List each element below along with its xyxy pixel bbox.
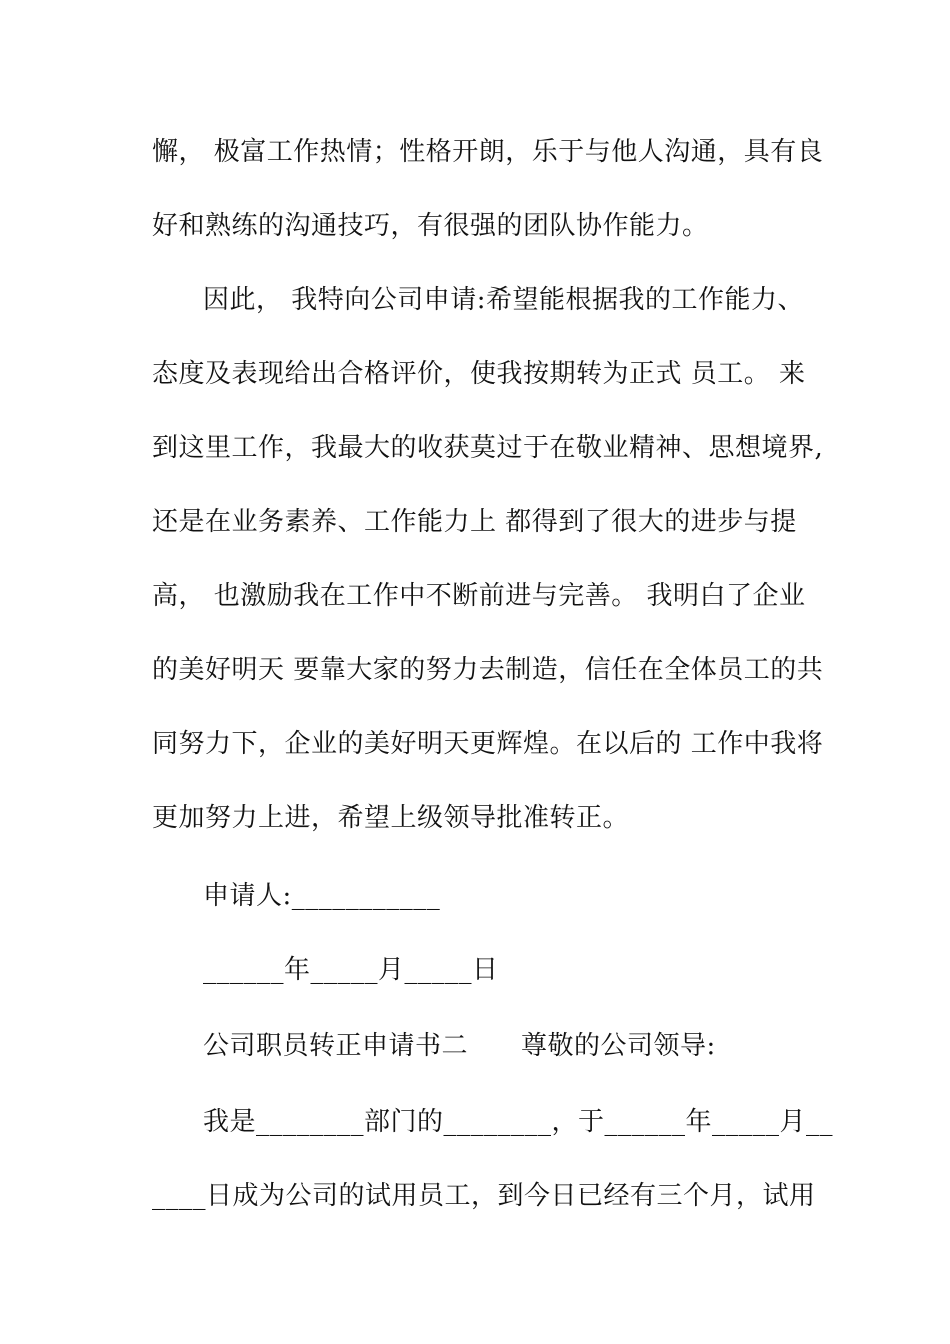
paragraph-line: 好和熟练的沟通技巧，有很强的团队协作能力。 [152,211,709,241]
paragraph-line: ____日成为公司的试用员工，到今日已经有三个月，试用 [152,1181,816,1211]
paragraph-line: 更加努力上进，希望上级领导批准转正。 [152,803,630,833]
paragraph-line: 还是在业务素养、工作能力上 都得到了很大的进步与提 [152,507,797,537]
section-heading-line: 公司职员转正申请书二 尊敬的公司领导: [203,1031,716,1061]
paragraph-line: 的美好明天 要靠大家的努力去制造，信任在全体员工的共 [152,655,824,685]
paragraph-line: 态度及表现给出合格评价，使我按期转为正式 员工。 来 [152,359,806,389]
paragraph-line: 到这里工作，我最大的收获莫过于在敬业精神、思想境界, [152,433,824,463]
paragraph-line: 因此， 我特向公司申请:希望能根据我的工作能力、 [203,285,805,315]
date-blank-line: ______年_____月_____日 [203,955,499,985]
paragraph-line: 高， 也激励我在工作中不断前进与完善。 我明白了企业 [152,581,806,611]
paragraph-line: 懈， 极富工作热情；性格开朗，乐于与他人沟通，具有良 [152,137,824,167]
paragraph-line: 我是________部门的________，于______年_____月__ [203,1107,834,1137]
paragraph-line: 同努力下，企业的美好明天更辉煌。在以后的 工作中我将 [152,729,824,759]
applicant-signature-line: 申请人:___________ [203,881,441,911]
